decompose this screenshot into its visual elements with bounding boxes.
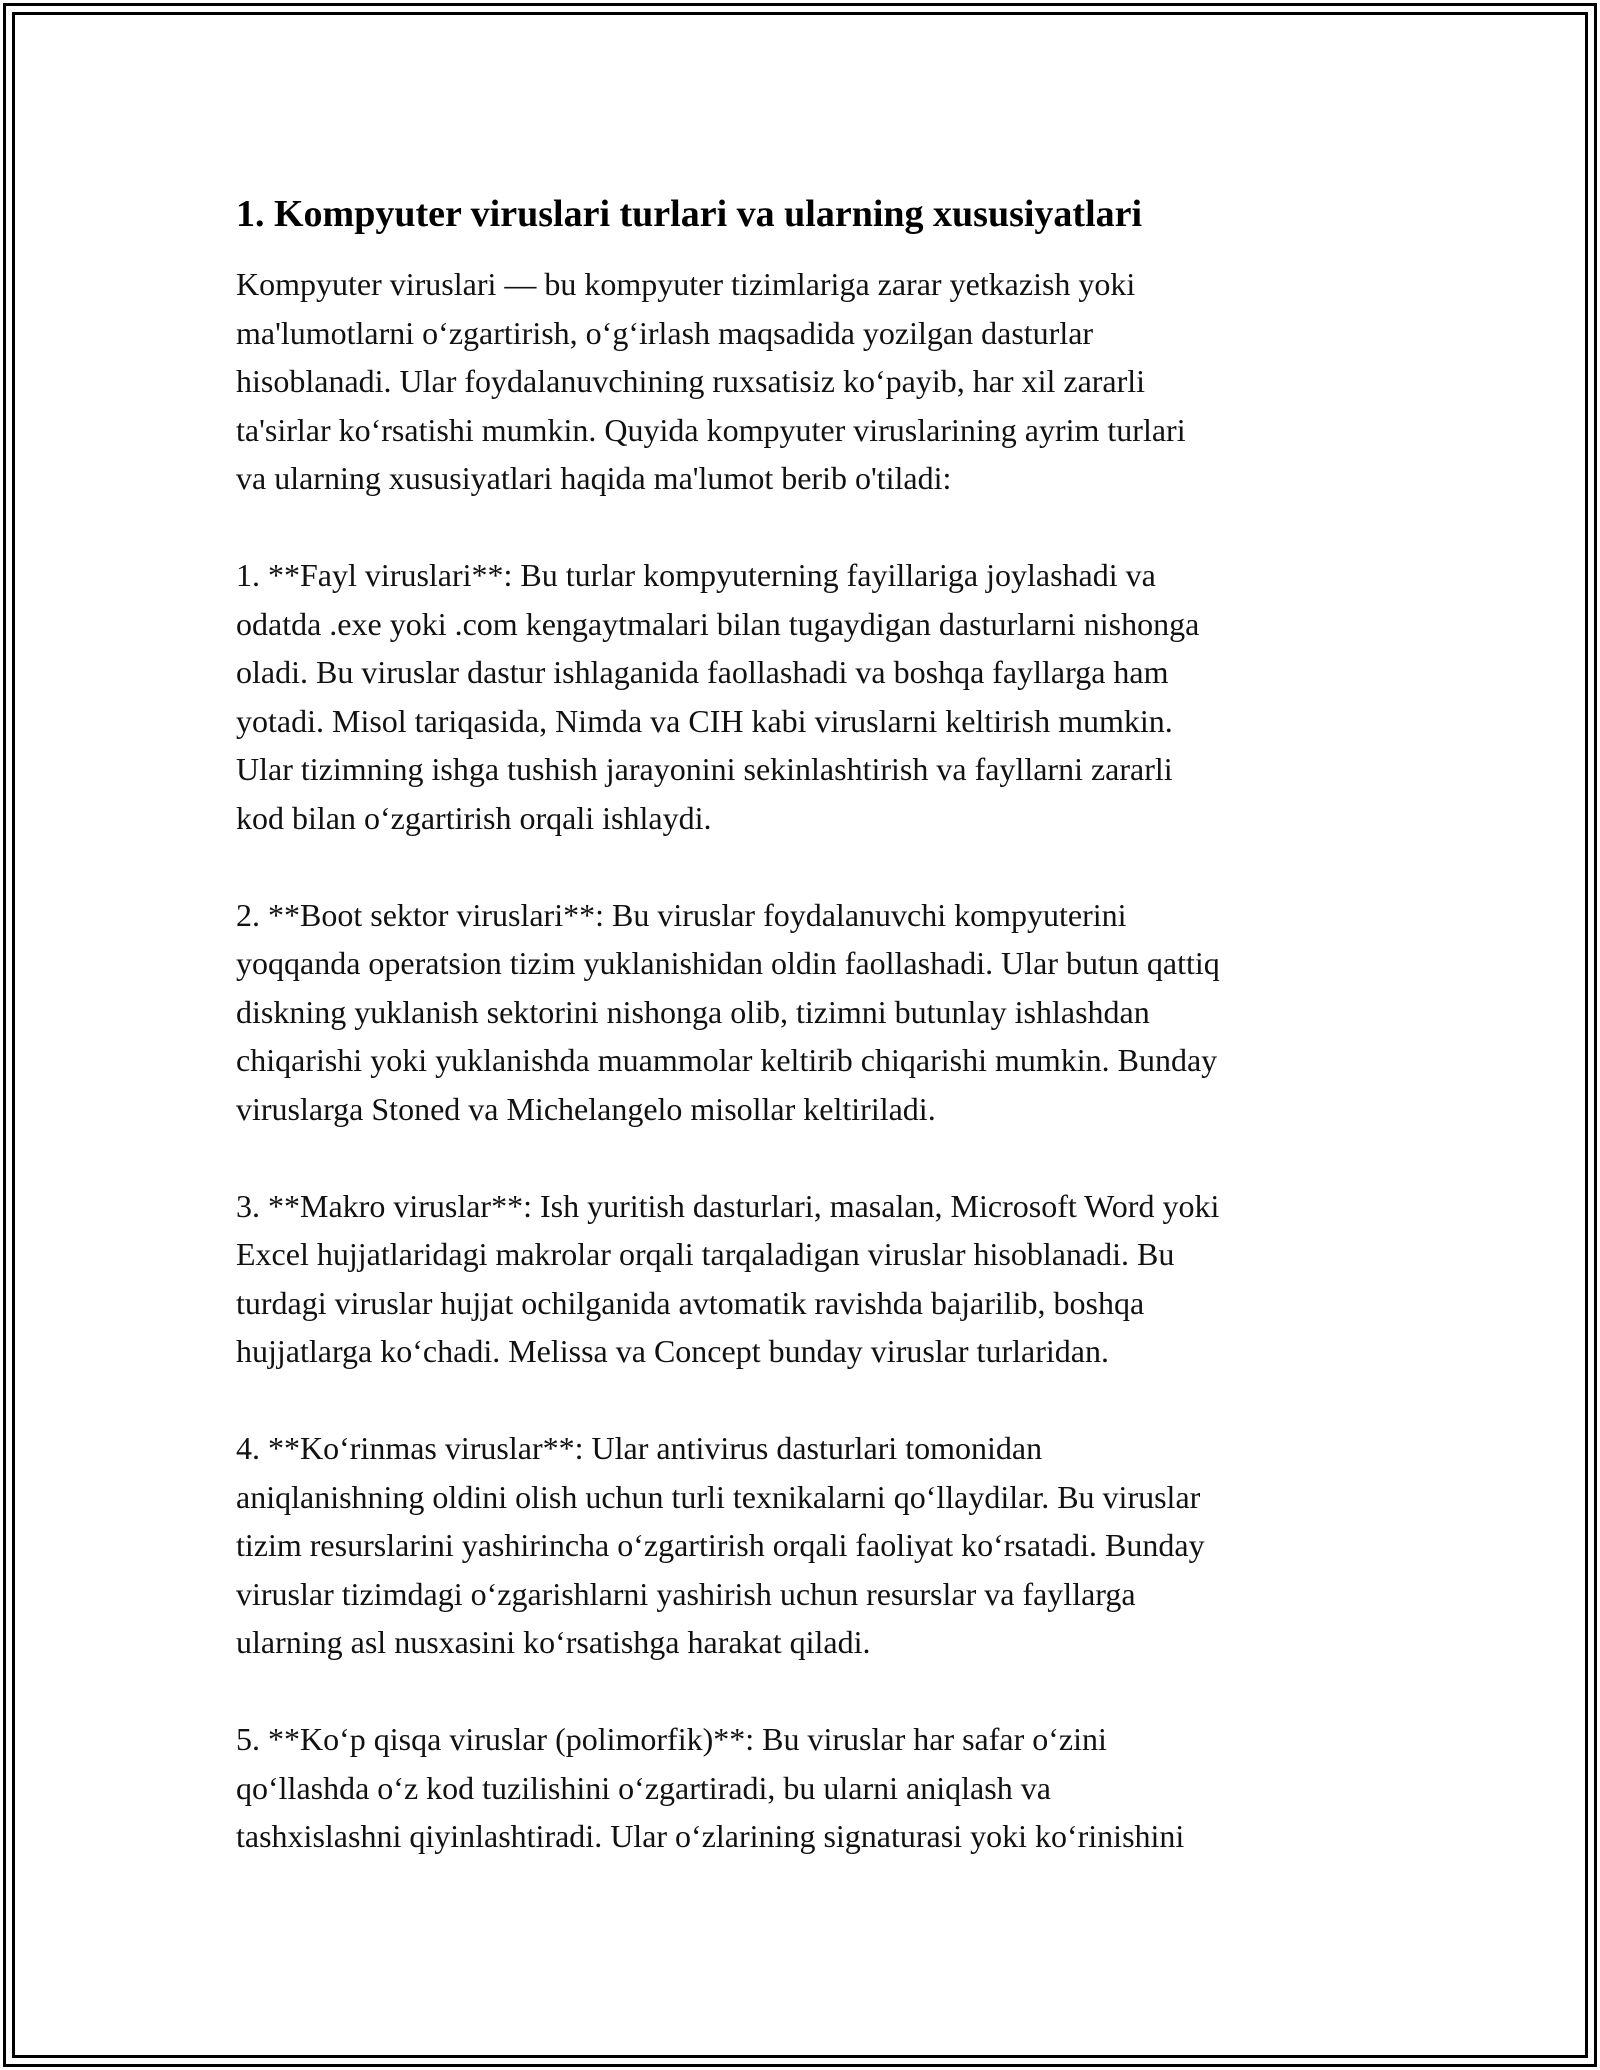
text-line: tizim resurslarini yashirincha o‘zgartirish orqali faoliyat ko‘rsatadi. Bunday	[236, 1527, 1205, 1563]
text-line: hisoblanadi. Ular foydalanuvchining ruxsatisiz ko‘payib, har xil zararli	[236, 363, 1146, 399]
text-line: 1. **Fayl viruslari**: Bu turlar kompyuterning fayillariga joylashadi va	[236, 557, 1156, 593]
text-line: diskning yuklanish sektorini nishonga olib, tizimni butunlay ishlashdan	[236, 993, 1150, 1030]
text-line: odatda .exe yoki .com kengaytmalari bilan tugaydigan dasturlarni nishonga	[236, 605, 1200, 642]
text-line: viruslarga Stoned va Michelangelo misollar keltiriladi.	[236, 1090, 936, 1127]
list-item-polymorphic-viruses	[236, 1715, 1396, 1861]
text-line: 3. **Makro viruslar**: Ish yuritish dasturlari, masalan, Microsoft Word yoki	[236, 1187, 1220, 1224]
document-title: 1. Kompyuter viruslari turlari va ularning xususiyatlari	[236, 193, 1143, 235]
text-line: yotadi. Misol tariqasida, Nimda va CIH kabi viruslarni keltirish mumkin.	[236, 702, 1173, 739]
text-line: aniqlanishning oldini olish uchun turli texnikalarni qo‘llaydilar. Bu viruslar	[236, 1478, 1201, 1515]
text-line: chiqarishi yoki yuklanishda muammolar keltirib chiqarishi mumkin. Bunday	[236, 1042, 1218, 1078]
text-line: ta'sirlar ko‘rsatishi mumkin. Quyida kompyuter viruslarining ayrim turlari	[236, 411, 1186, 448]
text-line: yoqqanda operatsion tizim yuklanishidan oldin faollashadi. Ular butun qattiq	[236, 945, 1220, 981]
text-line: viruslar tizimdagi o‘zgarishlarni yashirish uchun resurslar va fayllarga	[236, 1575, 1136, 1612]
text-line: qo‘llashda o‘z kod tuzilishini o‘zgartiradi, bu ularni aniqlash va	[236, 1769, 1051, 1806]
intro-paragraph	[236, 260, 1396, 503]
list-item-file-viruses	[236, 551, 1396, 842]
text-line: kod bilan o‘zgartirish orqali ishlaydi.	[236, 799, 712, 836]
text-line: ularning asl nusxasini ko‘rsatishga harakat qiladi.	[236, 1624, 871, 1660]
text-line: 2. **Boot sektor viruslari**: Bu viruslar foydalanuvchi kompyuterini	[236, 896, 1127, 933]
list-item-boot-sector-viruses	[236, 891, 1396, 1134]
text-line: ma'lumotlarni o‘zgartirish, o‘g‘irlash maqsadida yozilgan dasturlar	[236, 314, 1094, 351]
list-item-stealth-viruses	[236, 1424, 1396, 1667]
text-line: 4. **Ko‘rinmas viruslar**: Ular antivirus dasturlari tomonidan	[236, 1430, 1043, 1466]
text-line: hujjatlarga ko‘chadi. Melissa va Concept bunday viruslar turlaridan.	[236, 1333, 1109, 1369]
text-line: oladi. Bu viruslar dastur ishlaganida faollashadi va boshqa fayllarga ham	[236, 654, 1169, 690]
document-page	[236, 188, 1396, 1861]
document-body	[236, 260, 1396, 1861]
text-line: Kompyuter viruslari — bu kompyuter tizimlariga zarar yetkazish yoki	[236, 266, 1136, 302]
text-line: va ularning xususiyatlari haqida ma'lumot berib o'tiladi:	[236, 460, 952, 496]
text-line: Excel hujjatlaridagi makrolar orqali tarqaladigan viruslar hisoblanadi. Bu	[236, 1236, 1175, 1272]
text-line: 5. **Ko‘p qisqa viruslar (polimorfik)**: Bu viruslar har safar o‘zini	[236, 1721, 1107, 1757]
text-line: turdagi viruslar hujjat ochilganida avtomatik ravishda bajarilib, boshqa	[236, 1284, 1145, 1321]
text-line: Ular tizimning ishga tushish jarayonini sekinlashtirish va fayllarni zararli	[236, 751, 1173, 787]
list-item-macro-viruses	[236, 1182, 1396, 1376]
text-line: tashxislashni qiyinlashtiradi. Ular o‘zlarining signaturasi yoki ko‘rinishini	[236, 1818, 1185, 1854]
